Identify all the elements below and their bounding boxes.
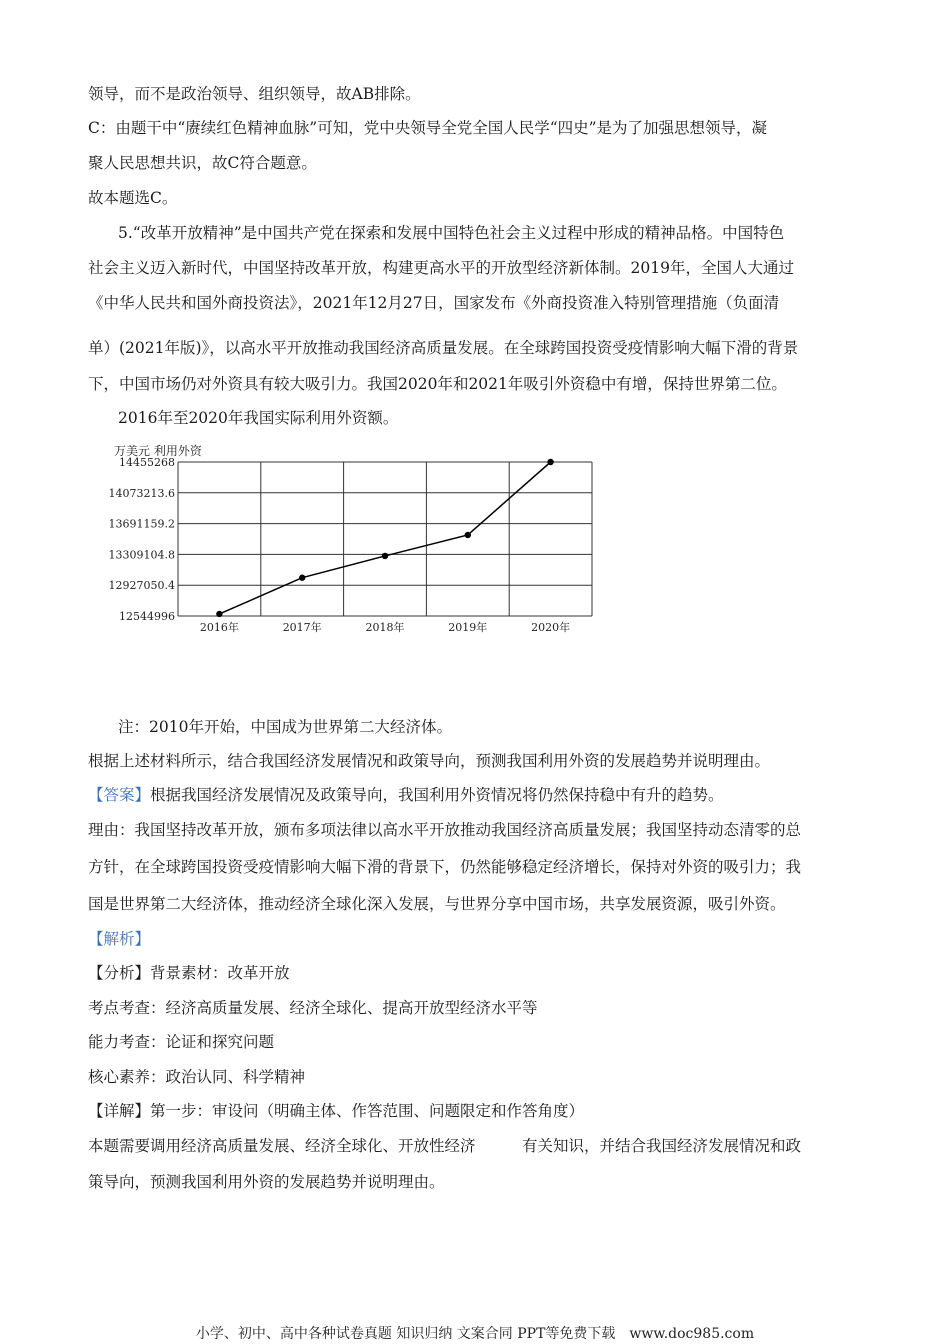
data-point <box>216 611 222 617</box>
reason-line: 理由：我国坚持改革开放，颁布多项法律以高水平开放推动我国经济高质量发展；我国坚持动态清零的总 <box>88 821 802 839</box>
analysis-line: 本题需要调用经济高质量发展、经济全球化、开放性经济 有关知识，并结合我国经济发展情况和政 <box>88 1137 802 1155</box>
answer-tag: 【答案】 <box>88 786 151 804</box>
x-tick-label: 2019年 <box>448 621 488 634</box>
question-5-stem: 5.“改革开放精神”是中国共产党在探索和发展中国特色社会主义过程中形成的精神品格。中国特色 <box>118 224 785 242</box>
text-line: 社会主义迈入新时代，中国坚持改革开放，构建更高水平的开放型经济新体制。2019年，全国人大通过 <box>88 259 794 277</box>
y-tick-label: 13309104.8 <box>108 548 175 562</box>
text-line: 故本题选C。 <box>88 189 178 207</box>
y-tick-label: 13691159.2 <box>108 517 175 531</box>
y-tick-label: 12927050.4 <box>108 579 175 593</box>
y-tick-label: 12544996 <box>119 610 175 623</box>
analysis-line: 策导向，预测我国利用外资的发展趋势并说明理由。 <box>88 1173 445 1191</box>
question-text: 根据上述材料所示，结合我国经济发展情况和政策导向，预测我国利用外资的发展趋势并说明理由。 <box>88 752 771 770</box>
data-point <box>299 575 305 581</box>
note-text: 注：2010年开始，中国成为世界第二大经济体。 <box>118 718 452 736</box>
analysis-line: 能力考查：论证和探究问题 <box>88 1033 275 1051</box>
page-footer: 小学、初中、高中各种试卷真题 知识归纳 文案合同 PPT等免费下载 www.doc985.com <box>195 1326 755 1342</box>
x-tick-label: 2016年 <box>199 621 239 634</box>
text-line: 《中华人民共和国外商投资法》，2021年12月27日，国家发布《外商投资准入特别管理措施（负面清 <box>88 294 780 312</box>
text-line: 聚人民思想共识，故C符合题意。 <box>88 154 317 172</box>
analysis-line: 核心素养：政治认同、科学精神 <box>88 1068 306 1086</box>
x-tick-label: 2018年 <box>365 621 405 634</box>
data-point <box>547 459 553 465</box>
series-line <box>219 462 550 614</box>
reason-line: 国是世界第二大经济体，推动经济全球化深入发展，与世界分享中国市场，共享发展资源，吸引外资。 <box>88 895 786 913</box>
analysis-tag: 【解析】 <box>88 930 151 948</box>
answer-line <box>88 785 724 805</box>
analysis-line: 【详解】第一步：审设问（明确主体、作答范围、问题限定和作答角度） <box>88 1102 585 1120</box>
chart-svg <box>108 440 608 640</box>
x-tick-label: 2017年 <box>282 621 322 634</box>
reason-line: 方针，在全球跨国投资受疫情影响大幅下滑的背景下，仍然能够稳定经济增长，保持对外资的吸引力；我 <box>88 858 802 876</box>
text-line: 领导，而不是政治领导、组织领导，故AB排除。 <box>88 85 421 103</box>
analysis-line: 【分析】背景素材：改革开放 <box>88 964 290 982</box>
text-line: C：由题干中“赓续红色精神血脉”可知，党中央领导全党全国人民学“四史”是为了加强思想领导，凝 <box>88 119 768 137</box>
x-tick-label: 2020年 <box>531 621 571 634</box>
y-axis-label: 万美元 利用外资 <box>114 444 202 458</box>
data-point <box>465 532 471 538</box>
answer-text: 根据我国经济发展情况及政策导向，我国利用外资情况将仍然保持稳中有升的趋势。 <box>150 786 724 804</box>
y-tick-label: 14073213.6 <box>108 486 175 500</box>
text-line: 单）(2021年版)》，以高水平开放推动我国经济高质量发展。在全球跨国投资受疫情影响大幅下滑的背景 <box>88 339 799 357</box>
data-point <box>382 553 388 559</box>
y-tick-label: 14455268 <box>119 456 175 469</box>
analysis-line: 考点考查：经济高质量发展、经济全球化、提高开放型经济水平等 <box>88 999 538 1017</box>
text-line: 下，中国市场仍对外资具有较大吸引力。我国2020年和2021年吸引外资稳中有增，保持世界第二位。 <box>88 375 787 393</box>
foreign-investment-chart <box>108 440 608 640</box>
chart-caption: 2016年至2020年我国实际利用外资额。 <box>118 409 399 427</box>
